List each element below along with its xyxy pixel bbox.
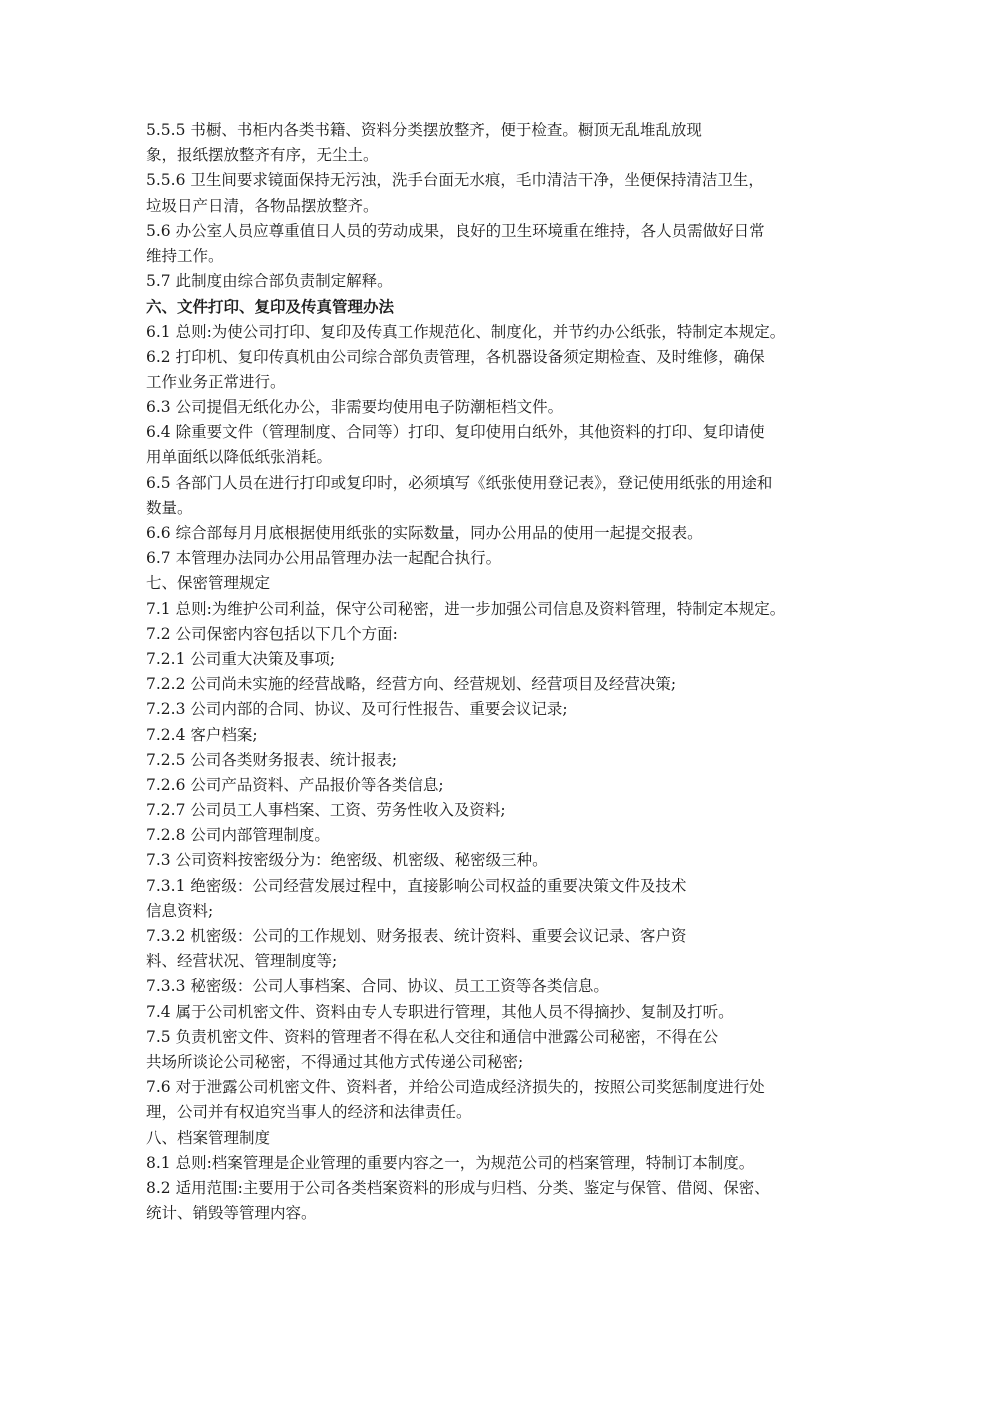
text-line: 统计、销毁等管理内容。 (146, 1204, 317, 1223)
text-line: 7.2.2 公司尚未实施的经营战略，经营方向、经营规划、经营项目及经营决策; (146, 675, 677, 694)
text-line: 6.6 综合部每月月底根据使用纸张的实际数量，同办公用品的使用一起提交报表。 (146, 524, 703, 542)
text-line: 6.2 打印机、复印传真机由公司综合部负责管理，各机器设备须定期检查、及时维修，确保 (146, 347, 765, 366)
text-line: 7.2.6 公司产品资料、产品报价等各类信息; (146, 775, 444, 794)
text-line: 5.5.5 书橱、书柜内各类书籍、资料分类摆放整齐，便于检查。橱顶无乱堆乱放现 (146, 121, 702, 139)
text-line: 八、档案管理制度 (146, 1128, 271, 1147)
text-line: 5.7 此制度由综合部负责制定解释。 (146, 272, 393, 291)
text-line: 垃圾日产日清，各物品摆放整齐。 (146, 196, 379, 215)
text-line: 7.2.4 客户档案; (146, 725, 258, 744)
text-line: 7.3.3 秘密级：公司人事档案、合同、协议、员工工资等各类信息。 (146, 977, 609, 996)
text-line: 理，公司并有权追究当事人的经济和法律责任。 (146, 1103, 472, 1122)
text-line: 工作业务正常进行。 (146, 372, 286, 391)
text-line: 8.1 总则:档案管理是企业管理的重要内容之一，为规范公司的档案管理，特制订本制度。 (146, 1153, 755, 1172)
text-line: 7.3.2 机密级：公司的工作规划、财务报表、统计资料、重要会议记录、客户资 (146, 927, 687, 945)
text-line: 共场所谈论公司秘密，不得通过其他方式传递公司秘密; (146, 1052, 524, 1071)
text-line: 7.2.1 公司重大决策及事项; (146, 649, 336, 668)
text-line: 7.2 公司保密内容包括以下几个方面: (146, 624, 398, 643)
text-line: 7.3 公司资料按密级分为：绝密级、机密级、秘密级三种。 (146, 851, 548, 870)
text-line: 6.4 除重要文件（管理制度、合同等）打印、复印使用白纸外，其他资料的打印、复印请使 (146, 423, 765, 442)
text-line: 7.2.8 公司内部管理制度。 (146, 826, 330, 845)
text-line: 料、经营状况、管理制度等; (146, 952, 338, 971)
text-line: 7.5 负责机密文件、资料的管理者不得在私人交往和通信中泄露公司秘密，不得在公 (146, 1027, 719, 1046)
text-line: 数量。 (146, 498, 193, 517)
text-line: 8.2 适用范围:主要用于公司各类档案资料的形成与归档、分类、鉴定与保管、借阅、保密、 (146, 1178, 770, 1197)
text-line: 维持工作。 (146, 246, 224, 265)
text-line: 七、保密管理规定 (146, 574, 271, 593)
text-line: 7.2.3 公司内部的合同、协议、及可行性报告、重要会议记录; (146, 700, 568, 719)
text-line: 7.1 总则:为维护公司利益，保守公司秘密，进一步加强公司信息及资料管理，特制定本规定。 (146, 599, 786, 618)
text-line: 7.4 属于公司机密文件、资料由专人专职进行管理，其他人员不得摘抄、复制及打听。 (146, 1002, 734, 1021)
text-line: 6.3 公司提倡无纸化办公，非需要均使用电子防潮柜档文件。 (146, 398, 564, 417)
text-line: 6.1 总则:为使公司打印、复印及传真工作规范化、制度化，并节约办公纸张，特制定本规定。 (146, 322, 786, 341)
text-line: 用单面纸以降低纸张消耗。 (146, 448, 333, 467)
text-line: 信息资料; (146, 901, 214, 920)
text-line: 7.6 对于泄露公司机密文件、资料者，并给公司造成经济损失的，按照公司奖惩制度进行处 (146, 1078, 765, 1097)
document-body (146, 118, 850, 1226)
text-line: 5.6 办公室人员应尊重值日人员的劳动成果，良好的卫生环境重在维持，各人员需做好日常 (146, 221, 765, 240)
text-line: 5.5.6 卫生间要求镜面保持无污浊，洗手台面无水痕，毛巾清洁干净，坐便保持清洁卫生， (146, 171, 764, 190)
text-line: 象，报纸摆放整齐有序，无尘土。 (146, 146, 379, 165)
text-line: 7.2.7 公司员工人事档案、工资、劳务性收入及资料; (146, 801, 506, 820)
text-line: 7.2.5 公司各类财务报表、统计报表; (146, 750, 398, 769)
text-line: 7.3.1 绝密级：公司经营发展过程中，直接影响公司权益的重要决策文件及技术 (146, 876, 687, 895)
section-heading: 六、文件打印、复印及传真管理办法 (146, 297, 395, 317)
text-line: 6.7 本管理办法同办公用品管理办法一起配合执行。 (146, 549, 502, 568)
text-line: 6.5 各部门人员在进行打印或复印时，必须填写《纸张使用登记表》，登记使用纸张的用途和 (146, 473, 773, 492)
